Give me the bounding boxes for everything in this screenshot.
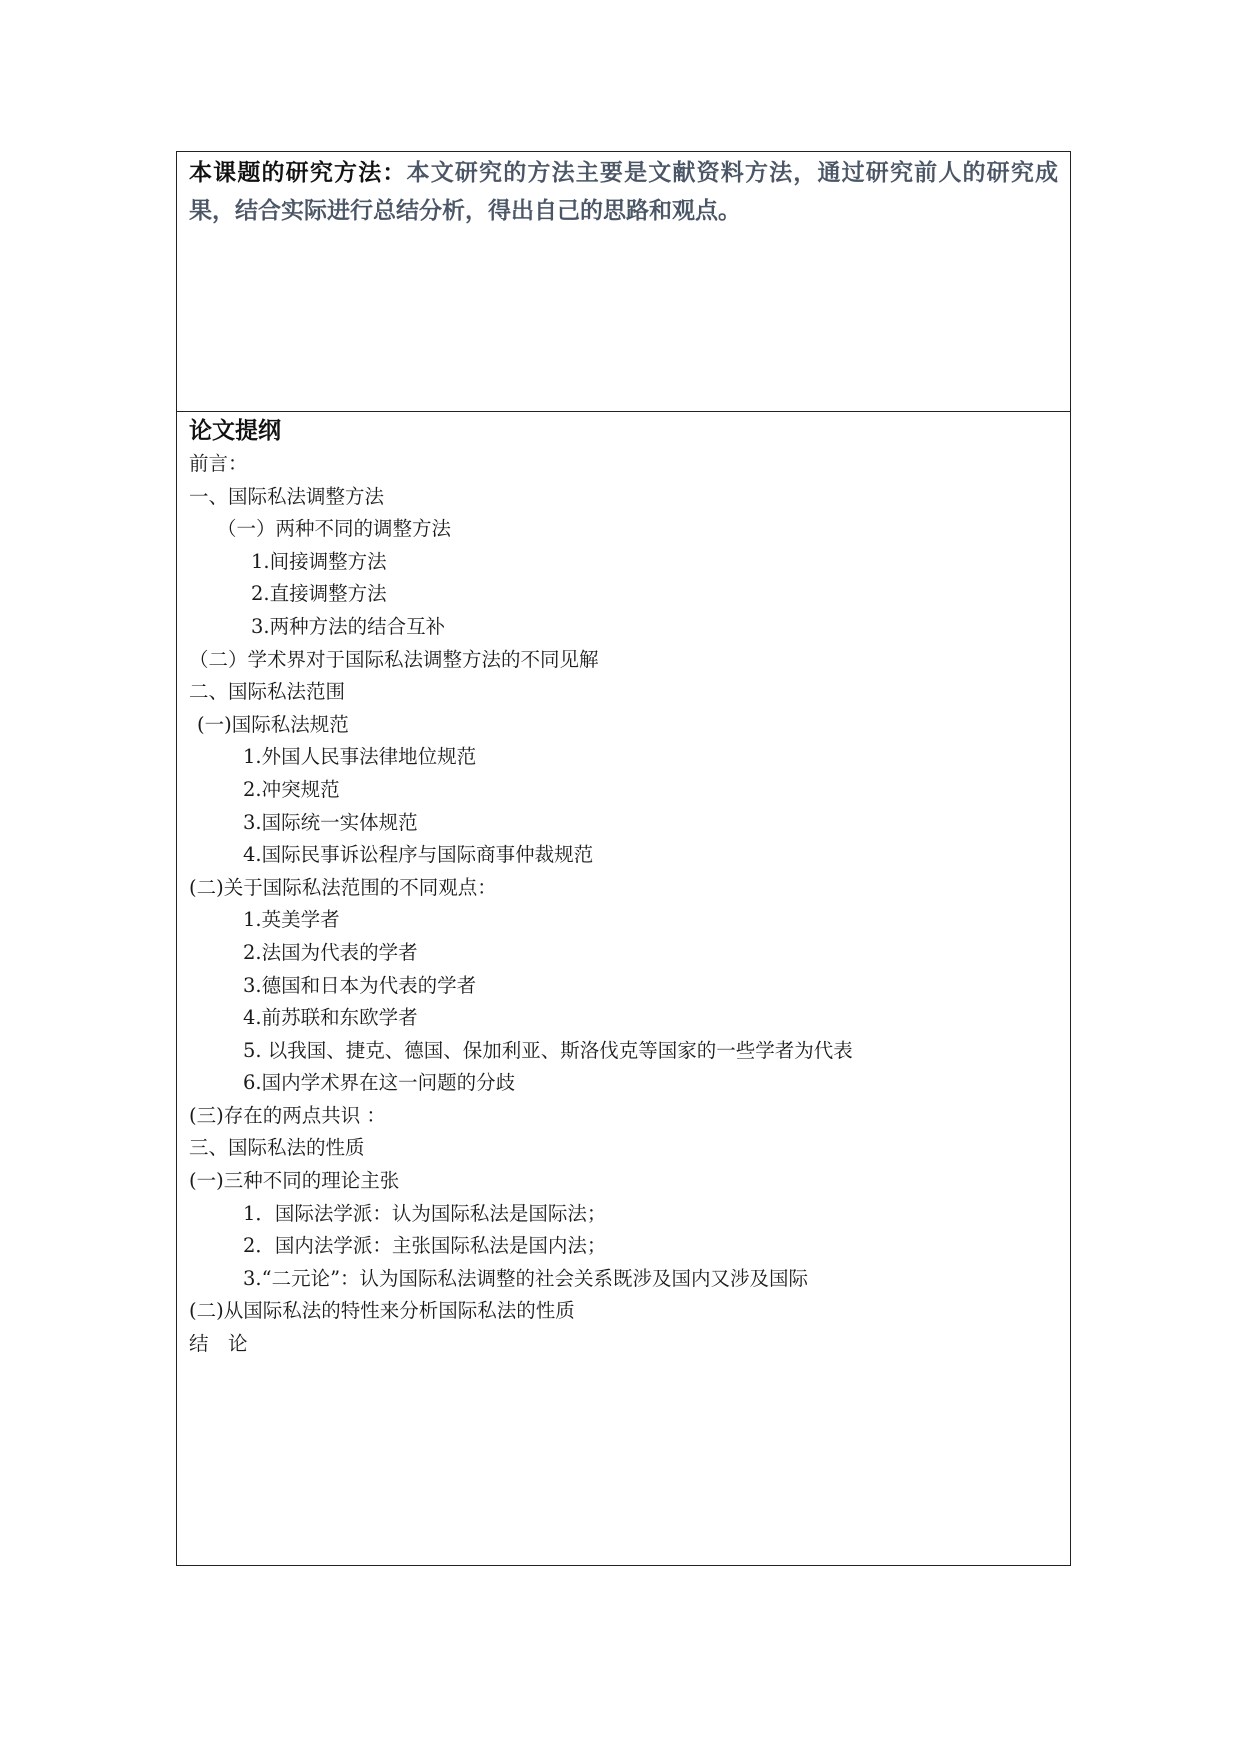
research-method-label: 本课题的研究方法： [189,160,407,186]
outline-item: 2.法国为代表的学者 [243,940,418,964]
outline-item: 1．国际法学派：认为国际私法是国际法； [243,1201,607,1225]
outline-item: 2.冲突规范 [243,777,340,801]
outline-item: 三、国际私法的性质 [189,1136,365,1160]
outline-item: 3.两种方法的结合互补 [251,614,446,638]
outline-item: 4.国际民事诉讼程序与国际商事仲裁规范 [243,843,594,867]
outline-item: 二、国际私法范围 [189,680,346,704]
outline-item: 3.德国和日本为代表的学者 [243,973,477,997]
outline-title: 论文提纲 [189,418,281,444]
outline-item: 5. 以我国、捷克、德国、保加利亚、斯洛伐克等国家的一些学者为代表 [243,1038,853,1062]
outline-item: 一、国际私法调整方法 [189,484,385,508]
outline-item: (一)三种不同的理论主张 [189,1169,400,1193]
outline-item: 4.前苏联和东欧学者 [243,1006,418,1030]
outline-item: 3.“二元论”：认为国际私法调整的社会关系既涉及国内又涉及国际 [243,1266,809,1290]
outline-item: 结 论 [189,1332,248,1356]
outline-item: (三)存在的两点共识 ： [189,1103,386,1127]
outline-item: (二)关于国际私法范围的不同观点： [189,875,497,899]
outline-item: （二）学术界对于国际私法调整方法的不同见解 [189,647,599,671]
outline-item: 1.间接调整方法 [251,549,387,573]
research-method-text: 本文研究的方法主要是文献资料方法，通过研究前人的研究成果，结合实际进行总结分析，得出自己的思路和观点。 [189,159,1059,224]
outline-item: (二)从国际私法的特性来分析国际私法的性质 [189,1299,575,1323]
research-method-paragraph [189,152,1058,229]
outline-item: （一）两种不同的调整方法 [217,517,452,541]
outline-item: (一)国际私法规范 [197,712,349,736]
outline-item: 3.国际统一实体规范 [243,810,418,834]
outline-item: 1.外国人民事法律地位规范 [243,745,477,769]
outline-item: 1.英美学者 [243,908,340,932]
outline-item: 6.国内学术界在这一问题的分歧 [243,1071,516,1095]
research-method-cell [177,152,1070,412]
outline-item: 2.直接调整方法 [251,582,387,606]
outline-item: 前言： [189,452,248,475]
outline-item: 2．国内法学派：主张国际私法是国内法； [243,1234,607,1258]
proposal-table [176,151,1071,1566]
outline-cell [177,412,1070,1565]
outline-list [189,448,1058,1361]
